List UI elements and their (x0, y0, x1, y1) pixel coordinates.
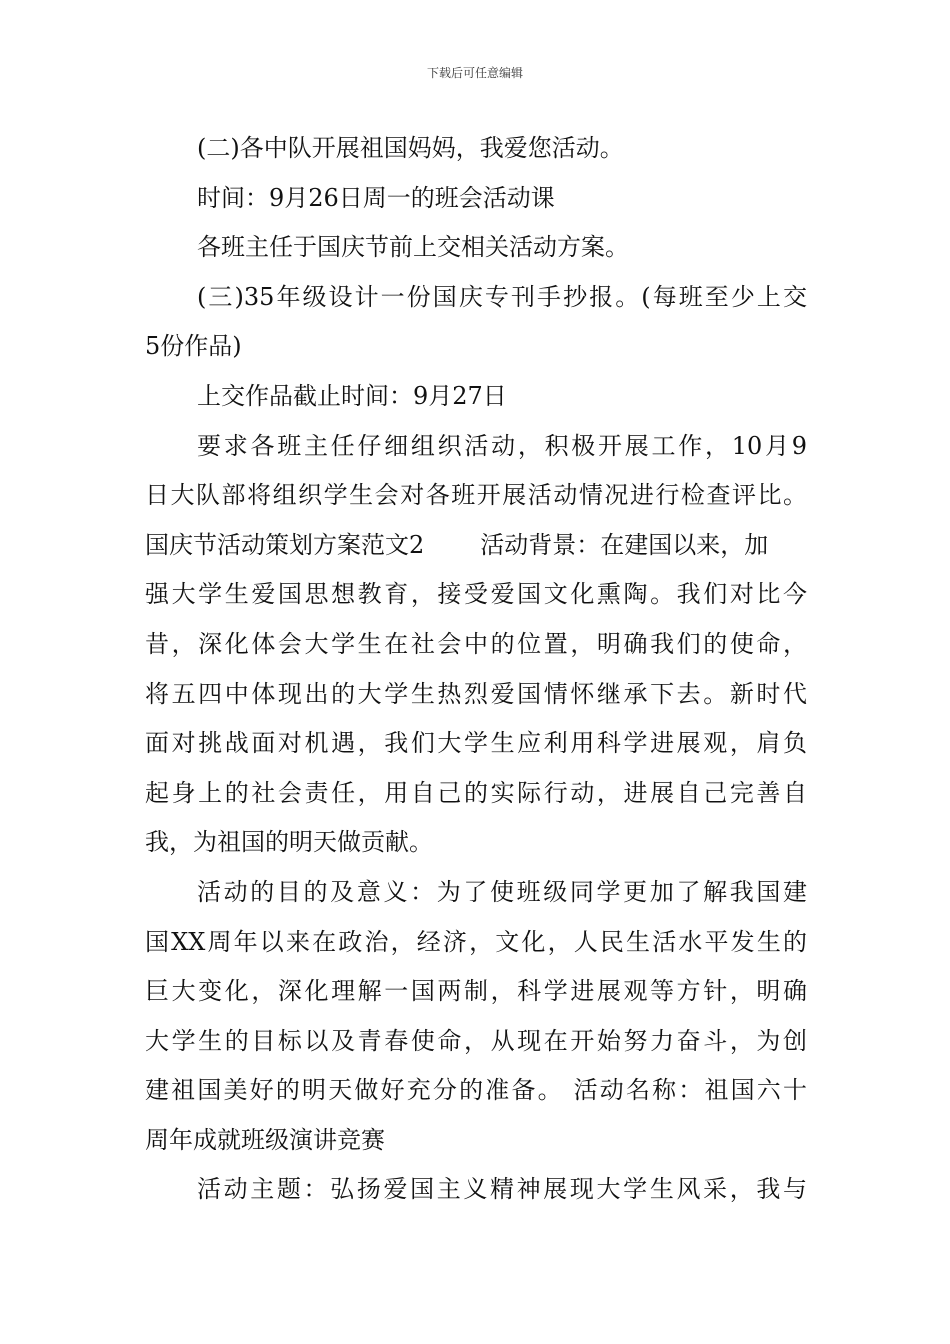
text-line: 日大队部将组织学生会对各班开展活动情况进行检查评比。 (145, 481, 807, 510)
section-title: 国庆节活动策划方案范文2 (145, 530, 425, 559)
text-line: 5份作品) (145, 332, 242, 361)
text-line: 强大学生爱国思想教育，接受爱国文化熏陶。我们对比今 (145, 580, 807, 609)
text-segment: 活动背景：在建国以来，加 (480, 530, 769, 559)
text-line: 上交作品截止时间：9月27日 (197, 381, 507, 410)
text-line: 各班主任于国庆节前上交相关活动方案。 (197, 233, 629, 262)
text-line: (二)各中队开展祖国妈妈，我爱您活动。 (197, 134, 624, 162)
text-line: 建祖国美好的明天做好充分的准备。 活动名称：祖国六十 (145, 1076, 807, 1105)
page-header: 下载后可任意编辑 (426, 66, 523, 80)
text-line: 起身上的社会责任，用自己的实际行动，进展自己完善自 (145, 778, 807, 807)
text-line: 将五四中体现出的大学生热烈爱国情怀继承下去。新时代 (145, 679, 807, 708)
text-line: 巨大变化，深化理解一国两制，科学进展观等方针，明确 (145, 977, 807, 1006)
text-line: 昔，深化体会大学生在社会中的位置，明确我们的使命， (145, 629, 807, 658)
text-line: 活动的目的及意义：为了使班级同学更加了解我国建 (197, 877, 807, 906)
text-line: 周年成就班级演讲竞赛 (145, 1125, 385, 1154)
text-line: (三)35年级设计一份国庆专刊手抄报。(每班至少上交 (197, 282, 807, 311)
text-line: 面对挑战面对机遇，我们大学生应利用科学进展观，肩负 (145, 729, 807, 758)
text-line: 要求各班主任仔细组织活动，积极开展工作，10月9 (197, 431, 807, 460)
text-line: 我，为祖国的明天做贡献。 (145, 828, 433, 857)
text-line: 大学生的目标以及青春使命，从现在开始努力奋斗，为创 (145, 1026, 807, 1055)
text-line: 国XX周年以来在政治，经济，文化，人民生活水平发生的 (145, 927, 807, 956)
text-line: 活动主题：弘扬爱国主义精神展现大学生风采，我与 (197, 1175, 807, 1204)
text-line (145, 521, 807, 571)
text-line: 时间：9月26日周一的班会活动课 (197, 183, 555, 212)
document-body (145, 124, 807, 1215)
